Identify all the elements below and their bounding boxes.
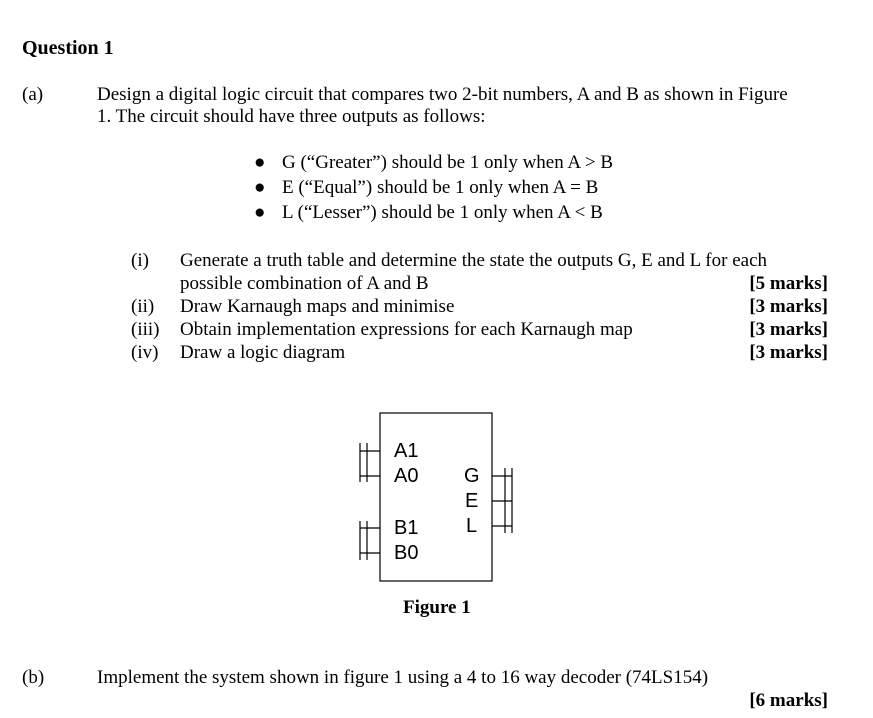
bullet-icon: ● <box>254 202 266 223</box>
subpart-iv-marks: [3 marks] <box>749 342 828 363</box>
part-b-text: Implement the system shown in figure 1 using a 4 to 16 way decoder (74LS154) <box>97 667 709 688</box>
part-a-label: (a) <box>22 84 44 105</box>
subpart-iv-number: (iv) <box>131 342 159 363</box>
bullet-item <box>254 177 598 199</box>
subpart-ii-number: (ii) <box>131 296 155 317</box>
subpart-i-line1: Generate a truth table and determine the state the outputs G, E and L for each <box>180 250 768 271</box>
bullet-text: E (“Equal”) should be 1 only when A = B <box>282 177 599 198</box>
output-label-e: E <box>465 490 479 512</box>
figure-caption: Figure 1 <box>403 597 471 618</box>
part-a-intro-line1: Design a digital logic circuit that compares two 2-bit numbers, A and B as shown in Figure <box>97 84 788 105</box>
bullet-item <box>254 152 613 174</box>
output-label-l: L <box>466 515 478 537</box>
bullet-icon: ● <box>254 152 266 173</box>
subpart-iii-marks: [3 marks] <box>749 319 828 340</box>
input-label-b1: B1 <box>394 517 419 539</box>
bullet-text: G (“Greater”) should be 1 only when A > B <box>282 152 613 173</box>
subpart-i-line2: possible combination of A and B <box>180 273 429 294</box>
input-label-a0: A0 <box>394 465 419 487</box>
part-b-label: (b) <box>22 667 45 688</box>
question-title: Question 1 <box>22 37 114 59</box>
subpart-ii-marks: [3 marks] <box>749 296 828 317</box>
subpart-i-marks: [5 marks] <box>749 273 828 294</box>
output-label-g: G <box>464 465 480 487</box>
bullet-item <box>254 202 603 224</box>
subpart-iv-text: Draw a logic diagram <box>180 342 346 363</box>
input-label-a1: A1 <box>394 440 419 462</box>
subpart-ii-text: Draw Karnaugh maps and minimise <box>180 296 455 317</box>
bullet-text: L (“Lesser”) should be 1 only when A < B <box>282 202 603 223</box>
subpart-iii-text: Obtain implementation expressions for each Karnaugh map <box>180 319 633 340</box>
subpart-i-number: (i) <box>131 250 149 271</box>
part-a-intro-line2: 1. The circuit should have three outputs as follows: <box>97 106 486 127</box>
subpart-iii-number: (iii) <box>131 319 160 340</box>
bullet-icon: ● <box>254 177 266 198</box>
part-b-marks: [6 marks] <box>749 690 828 711</box>
comparator-block-diagram <box>340 405 530 595</box>
input-label-b0: B0 <box>394 542 419 564</box>
